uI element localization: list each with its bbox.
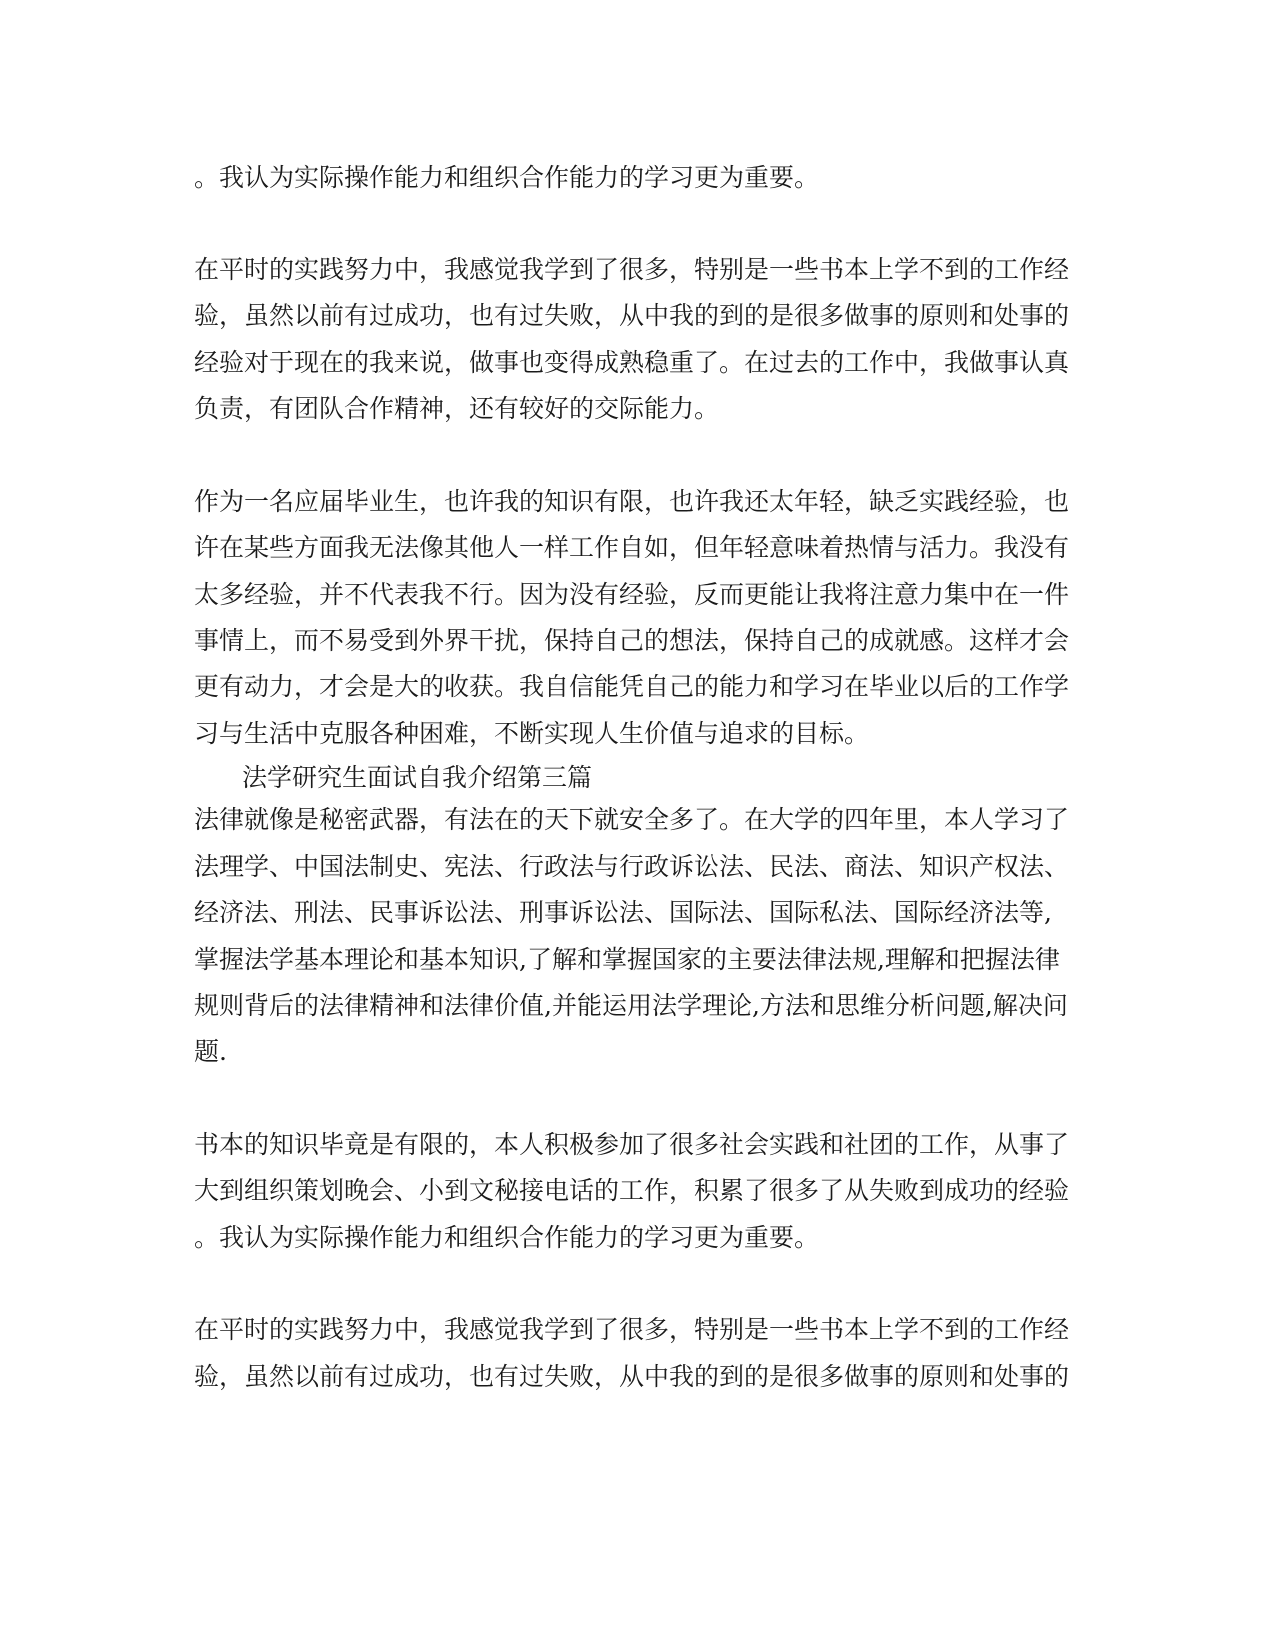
text-line: 规则背后的法律精神和法律价值,并能运用法学理论,方法和思维分析问题,解决问 (194, 991, 1068, 1020)
text-line: 习与生活中克服各种困难，不断实现人生价值与追求的目标。 (194, 719, 870, 748)
text-line: 太多经验，并不代表我不行。因为没有经验，反而更能让我将注意力集中在一件 (194, 580, 1070, 609)
text-line: 法律就像是秘密武器，有法在的天下就安全多了。在大学的四年里，本人学习了 (194, 805, 1070, 834)
text-line: 经验对于现在的我来说，做事也变得成熟稳重了。在过去的工作中，我做事认真 (194, 348, 1070, 377)
text-line: 在平时的实践努力中，我感觉我学到了很多，特别是一些书本上学不到的工作经 (194, 255, 1070, 284)
text-line: 大到组织策划晚会、小到文秘接电话的工作，积累了很多了从失败到成功的经验 (194, 1176, 1070, 1205)
text-line: 。我认为实际操作能力和组织合作能力的学习更为重要。 (194, 163, 820, 192)
text-line: 许在某些方面我无法像其他人一样工作自如，但年轻意味着热情与活力。我没有 (194, 533, 1070, 562)
text-line: 验，虽然以前有过成功，也有过失败，从中我的到的是很多做事的原则和处事的 (194, 301, 1070, 330)
text-line: 。我认为实际操作能力和组织合作能力的学习更为重要。 (194, 1223, 820, 1252)
text-line: 书本的知识毕竟是有限的，本人积极参加了很多社会实践和社团的工作，从事了 (194, 1130, 1070, 1159)
text-line: 验，虽然以前有过成功，也有过失败，从中我的到的是很多做事的原则和处事的 (194, 1362, 1070, 1391)
text-line: 掌握法学基本理论和基本知识,了解和掌握国家的主要法律法规,理解和把握法律 (194, 945, 1060, 974)
text-line: 经济法、刑法、民事诉讼法、刑事诉讼法、国际法、国际私法、国际经济法等, (194, 898, 1052, 927)
text-line: 题. (194, 1037, 227, 1066)
text-line: 法理学、中国法制史、宪法、行政法与行政诉讼法、民法、商法、知识产权法、 (194, 852, 1070, 881)
text-line: 在平时的实践努力中，我感觉我学到了很多，特别是一些书本上学不到的工作经 (194, 1315, 1070, 1344)
text-line: 负责，有团队合作精神，还有较好的交际能力。 (194, 394, 720, 423)
section-heading: 法学研究生面试自我介绍第三篇 (242, 763, 593, 792)
text-line: 更有动力，才会是大的收获。我自信能凭自己的能力和学习在毕业以后的工作学 (194, 672, 1070, 701)
text-line: 事情上，而不易受到外界干扰，保持自己的想法，保持自己的成就感。这样才会 (194, 626, 1070, 655)
text-line: 作为一名应届毕业生，也许我的知识有限，也许我还太年轻，缺乏实践经验，也 (194, 487, 1070, 516)
